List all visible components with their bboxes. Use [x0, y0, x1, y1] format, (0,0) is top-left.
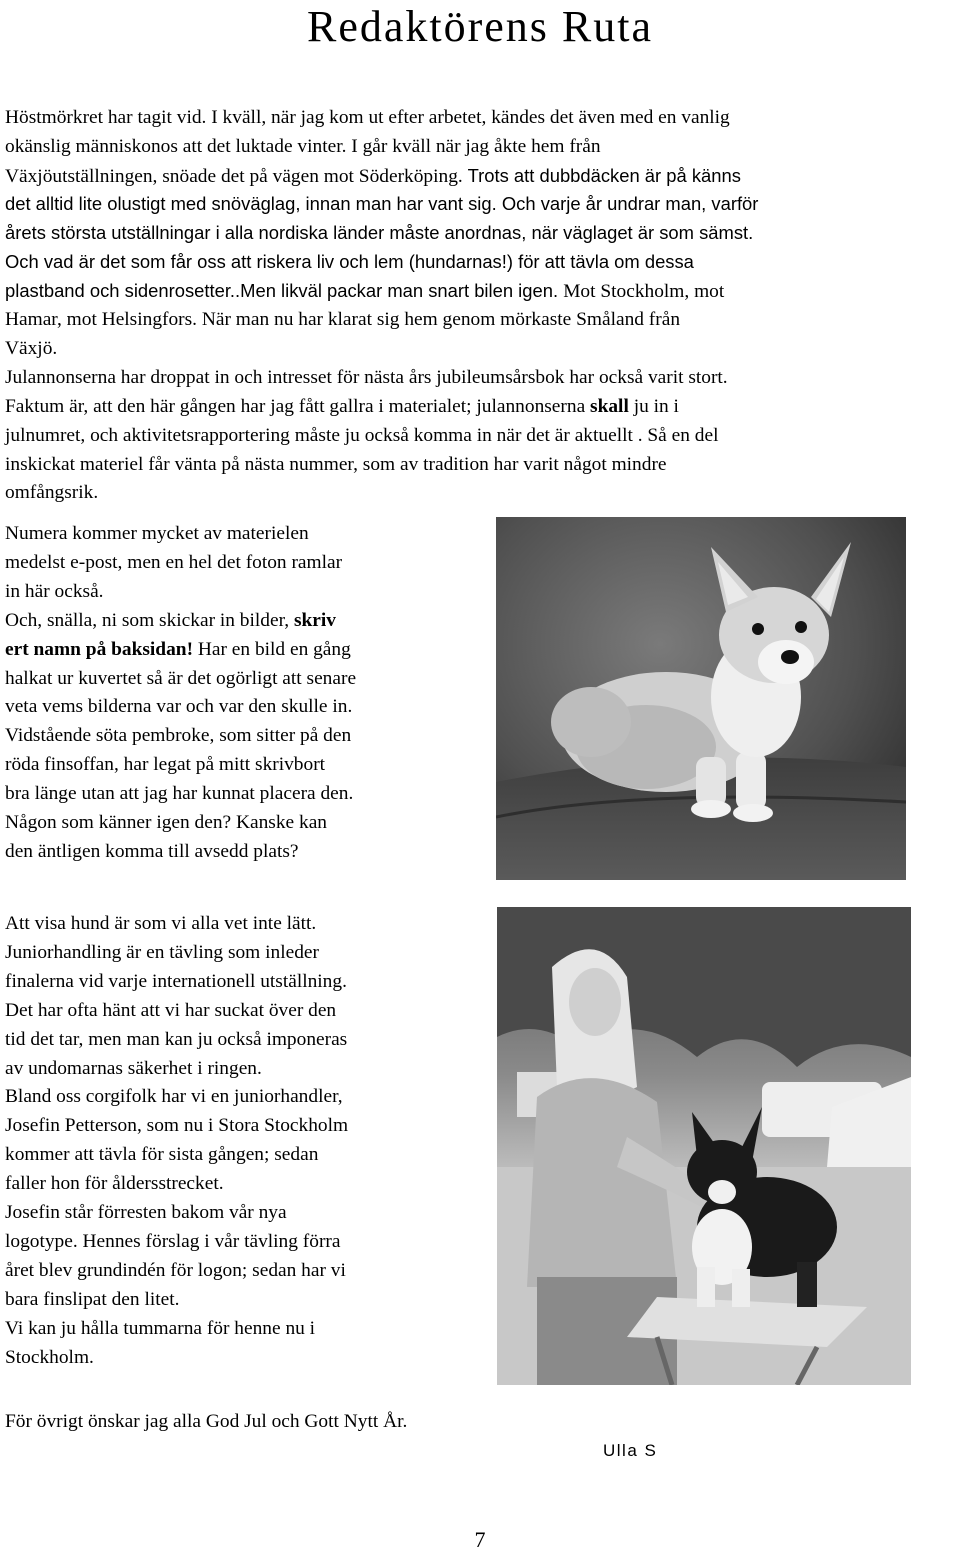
junior-handler-photo [497, 907, 911, 1385]
corgi-illustration [496, 517, 906, 880]
sans-paragraph [5, 190, 758, 307]
text-line: medelst e-post, men en hel det foton ramlar [5, 551, 343, 573]
text-line: årets största utställningar i alla nordiska länder måste anordnas, när väglaget är som sämst. [5, 221, 754, 243]
signature: Ulla S [603, 1441, 658, 1460]
handler-illustration [497, 907, 911, 1385]
body-paragraph [5, 306, 728, 508]
text-line: kommer att tävla för sista gången; sedan [5, 1144, 319, 1166]
intro-paragraph [5, 104, 741, 192]
text-line: julnumret, och aktivitetsrapportering måste ju också komma in när det är aktuellt . Så en del [5, 424, 719, 446]
text-line: bara finslipat den litet. [5, 1288, 180, 1310]
text-line: inskickat materiel får vänta på nästa nummer, som av tradition har varit något mindre [5, 453, 667, 475]
text-line: Och vad är det som får oss att riskera liv och lem (hundarnas!) för att tävla om dessa [5, 250, 694, 272]
text-line: röda finsoffan, har legat på mitt skrivbort [5, 754, 326, 776]
text-line: tid det tar, men man kan ju också imponeras [5, 1028, 348, 1050]
text-line: okänslig människonos att det luktade vinter. I går kväll när jag åkte hem från [5, 135, 601, 157]
text-line: Julannonserna har droppat in och intresset för nästa års jubileumsårsbok har också varit stort. [5, 366, 728, 388]
corgi-on-sofa-photo [496, 517, 906, 880]
text-line: in här också. [5, 580, 104, 602]
text-line: Vi kan ju hålla tummarna för henne nu i [5, 1317, 316, 1339]
text-line: finalerna vid varje internationell utställning. [5, 970, 347, 992]
text-line: Någon som känner igen den? Kanske kan [5, 812, 327, 834]
text-line: Josefin Petterson, som nu i Stora Stockholm [5, 1115, 349, 1137]
text-line: Juniorhandling är en tävling som inleder [5, 941, 319, 963]
text-line: logotype. Hennes förslag i vår tävling förra [5, 1230, 341, 1252]
text-line: Växjö. [5, 337, 58, 359]
text-line: veta vems bilderna var och var den skulle in. [5, 696, 353, 718]
text-line: Stockholm. [5, 1346, 94, 1368]
text-line: plastband och sidenrosetter..Men likväl packar man snart bilen igen. Mot Stockholm, mot [5, 279, 725, 302]
text-line: det alltid lite olustigt med snöväglag, innan man har vant sig. Och varje år undrar man, varför [5, 193, 759, 214]
text-line: Och, snälla, ni som skickar in bilder, skriv [5, 609, 336, 631]
text-line: Numera kommer mycket av materielen [5, 523, 309, 544]
text-line: Höstmörkret har tagit vid. I kväll, när jag kom ut efter arbetet, kändes det även med en vanlig [5, 107, 730, 128]
text-line: Vidstående söta pembroke, som sitter på den [5, 725, 352, 747]
photo-caption-column [5, 520, 356, 867]
text-line: Det har ofta hänt att vi har suckat över den [5, 999, 337, 1021]
text-line: Josefin står förresten bakom vår nya [5, 1202, 287, 1224]
text-line: Växjöutställningen, snöade det på vägen mot Söderköping. Trots att dubbdäcken är på känns [5, 164, 741, 187]
page-title: Redaktörens Ruta [306, 2, 654, 51]
text-line: halkat ur kuvertet så är det ogörligt att senare [5, 667, 357, 689]
text-line: bra länge utan att jag har kunnat placera den. [5, 783, 354, 805]
junior-handling-column [5, 910, 348, 1373]
closing-line: För övrigt önskar jag alla God Jul och Gott Nytt År. [5, 1411, 408, 1432]
text-line: Faktum är, att den här gången har jag fått gallra i materialet; julannonserna skall ju in i [5, 395, 679, 417]
text-line: Att visa hund är som vi alla vet inte lätt. [5, 913, 317, 934]
text-line: faller hon för åldersstrecket. [5, 1173, 224, 1195]
text-line: ert namn på baksidan! Har en bild en gång [5, 638, 351, 660]
text-line: omfångsrik. [5, 482, 99, 504]
text-line: Hamar, mot Helsingfors. När man nu har klarat sig hem genom mörkaste Småland från [5, 309, 681, 330]
text-line: den äntligen komma till avsedd plats? [5, 840, 299, 862]
text-line: året blev grundindén för logon; sedan har vi [5, 1259, 346, 1281]
text-line: av undomarnas säkerhet i ringen. [5, 1057, 262, 1079]
page-number: 7 [474, 1527, 486, 1552]
text-line: Bland oss corgifolk har vi en juniorhandler, [5, 1086, 343, 1108]
